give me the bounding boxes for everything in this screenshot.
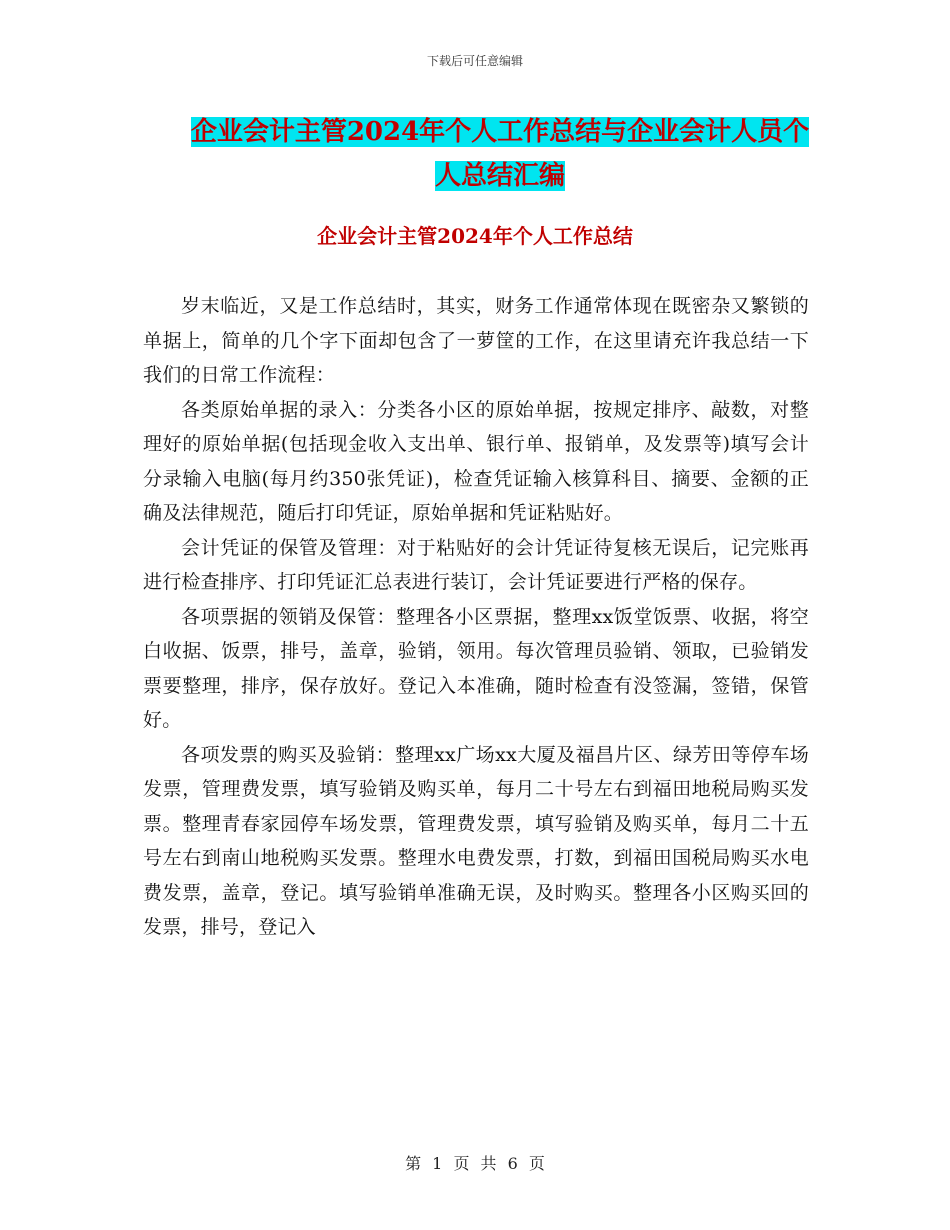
document-body: [143, 289, 809, 945]
document-title: [150, 110, 850, 198]
document-title-line-2: 人总结汇编: [434, 161, 565, 191]
page-header-note: 下载后可任意编辑: [426, 54, 523, 68]
paragraph: 岁末临近，又是工作总结时，其实，财务工作通常体现在既密杂又繁锁的单据上，简单的几个字下面却包含了一萝筐的工作，在这里请充许我总结一下我们的日常工作流程：: [143, 295, 809, 386]
paragraph: 会计凭证的保管及管理：对于粘贴好的会计凭证待复核无误后，记完账再进行检查排序、打印凭证汇总表进行装订，会计凭证要进行严格的保存。: [143, 536, 809, 593]
paragraph: 各项票据的领销及保管：整理各小区票据，整理xx饭堂饭票、收据，将空白收据、饭票，排号，盖章，验销，领用。每次管理员验销、领取，已验销发票要整理，排序，保存放好。登记入本准确，随时检查有没签漏，签错，保管好。: [143, 605, 809, 731]
paragraph: 各类原始单据的录入：分类各小区的原始单据，按规定排序、敲数，对整理好的原始单据(包括现金收入支出单、银行单、报销单，及发票等)填写会计分录输入电脑(每月约350张凭证)，检查凭证输入核算科目、摘要、金额的正确及法律规范，随后打印凭证，原始单据和凭证粘贴好。: [143, 398, 809, 524]
page-number: 第 1 页 共 6 页: [405, 1154, 545, 1173]
paragraph: 各项发票的购买及验销：整理xx广场xx大厦及福昌片区、绿芳田等停车场发票，管理费发票，填写验销及购买单，每月二十号左右到福田地税局购买发票。整理青春家园停车场发票，管理费发票，填写验销及购买单，每月二十五号左右到南山地税购买发票。整理水电费发票，打数，到福田国税局购买水电费发票，盖章，登记。填写验销单准确无误，及时购买。整理各小区购买回的发票，排号，登记入: [143, 743, 809, 938]
section-title: 企业会计主管2024年个人工作总结: [317, 224, 633, 248]
document-title-line-1: 企业会计主管2024年个人工作总结与企业会计人员个: [190, 117, 810, 147]
